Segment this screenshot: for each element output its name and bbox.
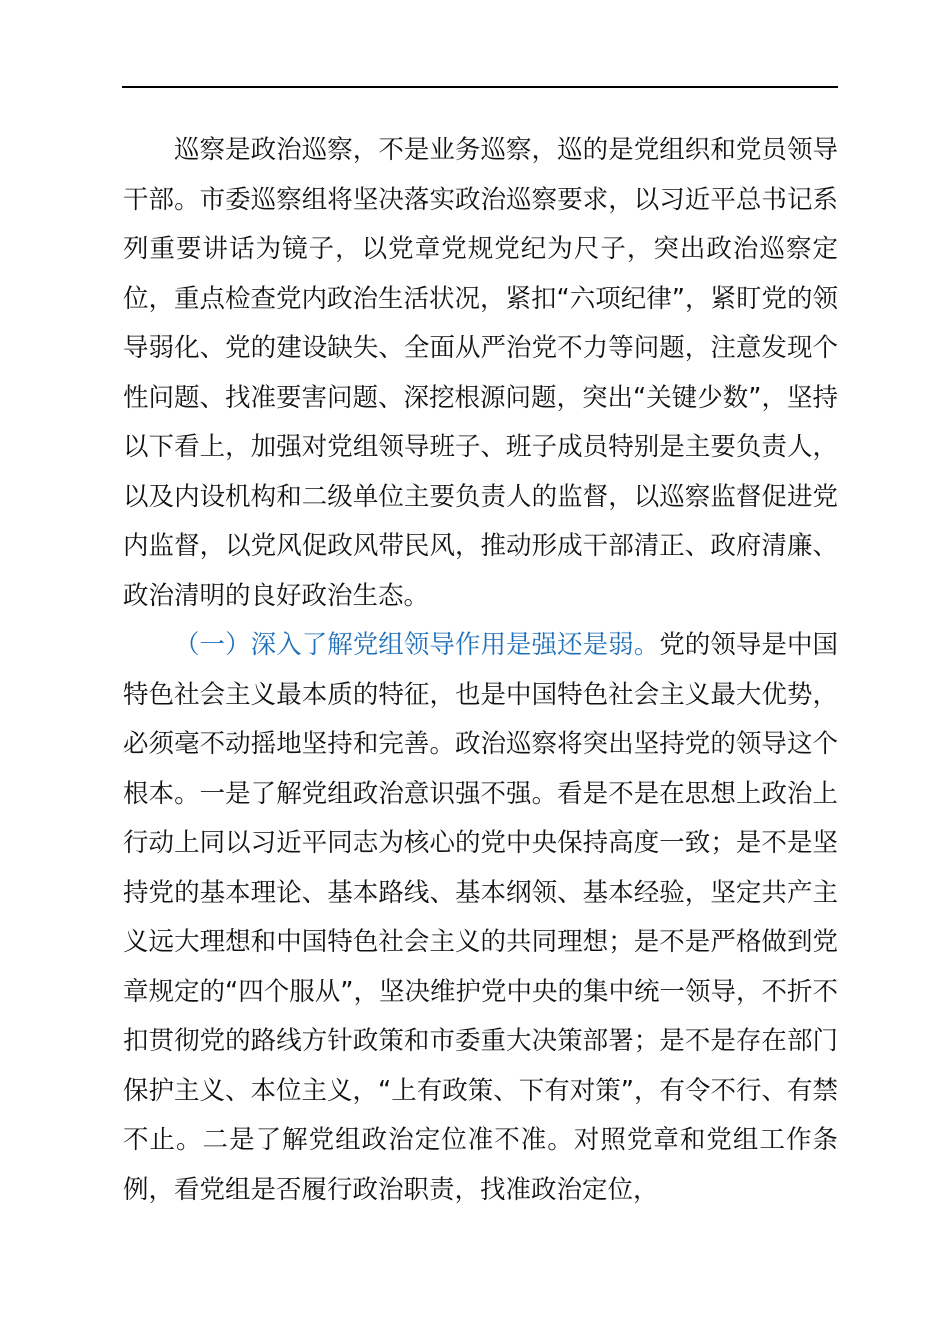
header-rule (122, 86, 838, 88)
paragraph-intro-text: 巡察是政治巡察，不是业务巡察，巡的是党组织和党员领导干部。市委巡察组将坚决落实政治巡察要求，以习近平总书记系列重要讲话为镜子，以党章党规党纪为尺子，突出政治巡察定位，重点检查党内政治生活状况，紧扣“六项纪律”，紧盯党的领导弱化、党的建设缺失、全面从严治党不力等问题，注意发现个性问题、找准要害问题、深挖根源问题，突出“关键少数”，坚持以下看上，加强对党组领导班子、班子成员特别是主要负责人，以及内设机构和二级单位主要负责人的监督，以巡察监督促进党内监督，以党风促政风带民风，推动形成干部清正、政府清廉、政治清明的良好政治生态。 (123, 135, 838, 611)
document-body (123, 126, 838, 1215)
paragraph-intro (123, 126, 838, 621)
paragraph-section-1 (123, 621, 838, 1215)
section-heading: （一）深入了解党组领导作用是强还是弱。 (174, 630, 660, 660)
paragraph-section-1-text: 党的领导是中国特色社会主义最本质的特征，也是中国特色社会主义最大优势，必须毫不动摇地坚持和完善。政治巡察将突出坚持党的领导这个根本。一是了解党组政治意识强不强。看是不是在思想上政治上行动上同以习近平同志为核心的党中央保持高度一致；是不是坚持党的基本理论、基本路线、基本纲领、基本经验，坚定共产主义远大理想和中国特色社会主义的共同理想；是不是严格做到党章规定的“四个服从”，坚决维护党中央的集中统一领导，不折不扣贯彻党的路线方针政策和市委重大决策部署；是不是存在部门保护主义、本位主义，“上有政策、下有对策”，有令不行、有禁不止。二是了解党组政治定位准不准。对照党章和党组工作条例，看党组是否履行政治职责，找准政治定位， (123, 630, 838, 1205)
